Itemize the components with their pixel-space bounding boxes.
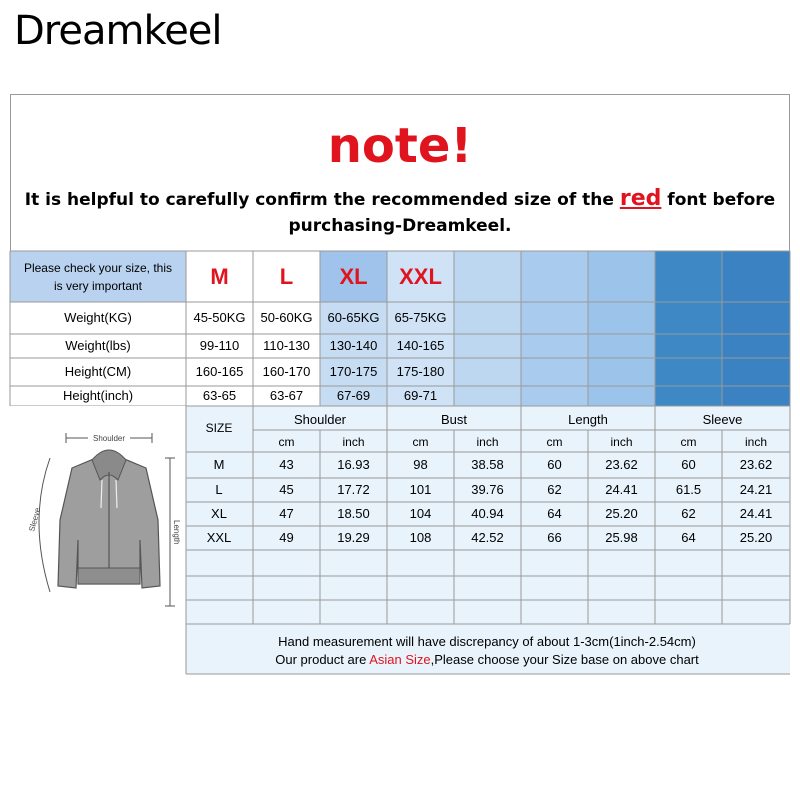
hoodie-waistband bbox=[78, 568, 140, 584]
length-label: Length bbox=[172, 520, 181, 545]
group-header: Length bbox=[568, 412, 608, 427]
measurement-value: 16.93 bbox=[337, 457, 370, 472]
color-swatch-cell bbox=[521, 334, 588, 358]
color-swatch-cell bbox=[454, 302, 521, 334]
group-header: Bust bbox=[440, 412, 468, 427]
measurement-value: 42.52 bbox=[471, 530, 504, 545]
measurement-value: 19.29 bbox=[337, 530, 370, 545]
note-line-1-after: font before bbox=[667, 190, 776, 210]
row-value: 63-67 bbox=[269, 388, 304, 403]
measurement-value: 25.20 bbox=[605, 506, 638, 521]
size-cell: L bbox=[215, 482, 223, 497]
unit-header: cm bbox=[278, 435, 295, 449]
color-swatch-cell bbox=[722, 302, 790, 334]
measurement-value: 64 bbox=[681, 530, 696, 545]
measurement-value: 108 bbox=[409, 530, 432, 545]
row-value: 99-110 bbox=[199, 338, 240, 353]
row-value: 45-50KG bbox=[193, 310, 246, 325]
measurement-value: 66 bbox=[547, 530, 562, 545]
color-swatch-cell bbox=[454, 386, 521, 406]
measurement-value: 104 bbox=[409, 506, 432, 521]
unit-header: cm bbox=[412, 435, 429, 449]
row-value: 110-130 bbox=[263, 338, 310, 353]
size-label-m: M bbox=[210, 264, 229, 289]
size-label-l: L bbox=[279, 264, 294, 289]
color-swatch-cell bbox=[588, 334, 655, 358]
row-value: 69-71 bbox=[403, 388, 438, 403]
row-label: Height(inch) bbox=[62, 388, 134, 403]
measurement-value: 39.76 bbox=[471, 482, 504, 497]
row-label: Weight(KG) bbox=[64, 310, 132, 325]
color-swatch-cell bbox=[454, 358, 521, 386]
color-swatch-cell bbox=[655, 386, 722, 406]
measurement-value: 101 bbox=[409, 482, 432, 497]
color-swatch-cell bbox=[722, 334, 790, 358]
asian-size-note bbox=[186, 652, 788, 667]
measurement-value: 38.58 bbox=[471, 457, 504, 472]
asian-size-note-after: ,Please choose your Size base on above chart bbox=[430, 652, 699, 667]
color-swatch-cell bbox=[521, 251, 588, 302]
measurement-value: 23.62 bbox=[605, 457, 638, 472]
size-cell: XXL bbox=[206, 530, 232, 545]
size-recommendation-table bbox=[10, 251, 790, 406]
measurement-value: 47 bbox=[279, 506, 294, 521]
note-title: note! bbox=[327, 118, 473, 174]
color-swatch-cell bbox=[588, 386, 655, 406]
color-swatch-cell bbox=[588, 358, 655, 386]
row-value: 170-175 bbox=[329, 364, 378, 379]
row-value: 60-65KG bbox=[327, 310, 380, 325]
unit-header: cm bbox=[680, 435, 697, 449]
color-swatch-cell bbox=[655, 334, 722, 358]
measurement-value: 49 bbox=[279, 530, 294, 545]
measurement-value: 45 bbox=[279, 482, 294, 497]
row-value: 160-170 bbox=[262, 364, 311, 379]
size-column-header: SIZE bbox=[205, 421, 233, 435]
measurement-value: 60 bbox=[681, 457, 696, 472]
color-swatch-cell bbox=[722, 386, 790, 406]
note-red-word: red bbox=[619, 186, 662, 211]
color-swatch-cell bbox=[588, 251, 655, 302]
color-swatch-cell bbox=[722, 251, 790, 302]
unit-header: inch bbox=[744, 435, 768, 449]
size-cell: XL bbox=[211, 506, 227, 521]
group-header: Shoulder bbox=[293, 412, 347, 427]
asian-size-highlight: Asian Size bbox=[369, 652, 431, 667]
brand-logo: Dreamkeel bbox=[14, 8, 222, 54]
measurement-value: 43 bbox=[279, 457, 294, 472]
shoulder-label: Shoulder bbox=[92, 434, 126, 443]
size-label-xxl: XXL bbox=[399, 264, 442, 289]
color-swatch-cell bbox=[521, 358, 588, 386]
measurement-value: 25.20 bbox=[739, 530, 773, 545]
row-value: 50-60KG bbox=[260, 310, 313, 325]
measurement-value: 17.72 bbox=[337, 482, 370, 497]
unit-header: inch bbox=[476, 435, 499, 449]
row-value: 63-65 bbox=[202, 388, 237, 403]
color-swatch-cell bbox=[588, 302, 655, 334]
row-value: 65-75KG bbox=[394, 310, 447, 325]
color-swatch-cell bbox=[454, 334, 521, 358]
measurement-value: 60 bbox=[547, 457, 562, 472]
measurement-value: 25.98 bbox=[605, 530, 638, 545]
group-header: Sleeve bbox=[702, 412, 743, 427]
measurement-value: 24.21 bbox=[739, 482, 773, 497]
color-swatch-cell bbox=[454, 251, 521, 302]
measurement-value: 62 bbox=[681, 506, 696, 521]
unit-header: inch bbox=[342, 435, 365, 449]
row-value: 67-69 bbox=[336, 388, 371, 403]
row-value: 175-180 bbox=[396, 364, 445, 379]
size-header-label-line-1: Please check your size, this bbox=[23, 261, 173, 275]
measurement-value: 23.62 bbox=[739, 457, 773, 472]
row-value: 130-140 bbox=[329, 338, 378, 353]
color-swatch-cell bbox=[521, 302, 588, 334]
measurement-value: 98 bbox=[413, 457, 428, 472]
measurement-value: 24.41 bbox=[605, 482, 638, 497]
color-swatch-cell bbox=[655, 302, 722, 334]
discrepancy-note: Hand measurement will have discrepancy of about 1-3cm(1inch-2.54cm) bbox=[278, 634, 696, 649]
size-cell: M bbox=[213, 457, 225, 472]
color-swatch-cell bbox=[655, 251, 722, 302]
size-header-label-cell bbox=[10, 251, 186, 302]
measurement-value: 62 bbox=[547, 482, 562, 497]
row-label: Height(CM) bbox=[64, 364, 132, 379]
size-label-xl: XL bbox=[339, 264, 368, 289]
color-swatch-cell bbox=[722, 358, 790, 386]
size-header-label-line-2: is very important bbox=[53, 279, 143, 293]
measurement-value: 64 bbox=[547, 506, 562, 521]
note-line-1-before: It is helpful to carefully confirm the recommended size of the bbox=[24, 190, 614, 210]
color-swatch-cell bbox=[655, 358, 722, 386]
note-line-2: purchasing-Dreamkeel. bbox=[288, 216, 512, 236]
row-value: 160-165 bbox=[195, 364, 244, 379]
row-label: Weight(lbs) bbox=[65, 338, 131, 353]
sleeve-label: Sleeve bbox=[27, 506, 43, 533]
unit-header: cm bbox=[546, 435, 563, 449]
measurement-value: 61.5 bbox=[675, 482, 702, 497]
measurement-value: 18.50 bbox=[337, 506, 370, 521]
hoodie-diagram-icon bbox=[10, 406, 186, 674]
measurement-value: 24.41 bbox=[739, 506, 773, 521]
row-value: 140-165 bbox=[396, 338, 445, 353]
asian-size-note-before: Our product are bbox=[275, 652, 367, 667]
color-swatch-cell bbox=[521, 386, 588, 406]
measurement-value: 40.94 bbox=[471, 506, 504, 521]
unit-header: inch bbox=[610, 435, 633, 449]
